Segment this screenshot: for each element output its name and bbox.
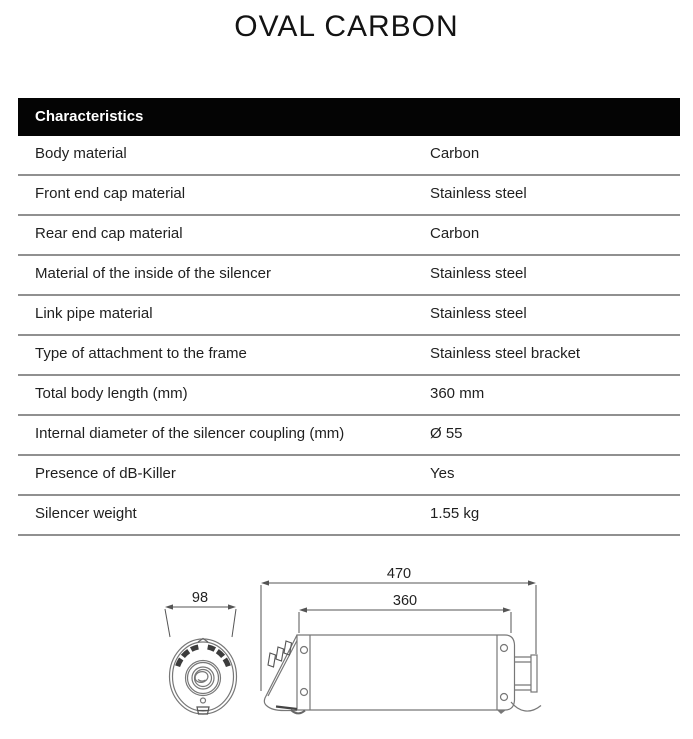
characteristics-table [18,98,680,536]
dim-360-label: 360 [392,593,418,609]
table-row [18,496,680,536]
table-row [18,136,680,176]
dim-98-label: 98 [191,590,209,606]
spec-value: Stainless steel [430,185,527,203]
table-row [18,376,680,416]
spec-value: Carbon [430,225,480,243]
vent-slots [178,647,229,666]
table-row [18,456,680,496]
spec-label: Front end cap material [35,185,186,203]
spec-value: Stainless steel [430,305,527,323]
table-row [18,296,680,336]
spec-label: Rear end cap material [35,225,183,243]
page-title: OVAL CARBON [234,10,459,43]
spec-label: Silencer weight [35,505,137,523]
technical-drawing [0,553,693,739]
hanger-bracket [511,702,541,711]
spec-value: 1.55 kg [430,505,480,523]
table-header: Characteristics [18,98,680,136]
cap-louvres [268,641,292,667]
spec-value: Carbon [430,145,480,163]
table-row [18,256,680,296]
spec-label: Presence of dB-Killer [35,465,176,483]
spec-label: Internal diameter of the silencer coupling (mm) [35,425,345,443]
spec-value: Yes [430,465,455,483]
table-row [18,176,680,216]
inlet-pipe [515,655,538,692]
spec-value: 360 mm [430,385,485,403]
table-row [18,216,680,256]
spec-value: Ø 55 [430,425,463,443]
spec-value: Stainless steel bracket [430,345,581,363]
spec-label: Type of attachment to the frame [35,345,247,363]
spec-value: Stainless steel [430,265,527,283]
table-row [18,416,680,456]
silencer-end-view [170,639,237,715]
dimension-body-length [299,607,511,633]
dimension-end-width [165,604,236,637]
spec-label: Body material [35,145,127,163]
spec-label: Material of the inside of the silencer [35,265,271,283]
dim-470-label: 470 [386,566,412,582]
spec-label: Link pipe material [35,305,153,323]
silencer-side-view [264,635,541,714]
spec-label: Total body length (mm) [35,385,188,403]
table-row [18,336,680,376]
